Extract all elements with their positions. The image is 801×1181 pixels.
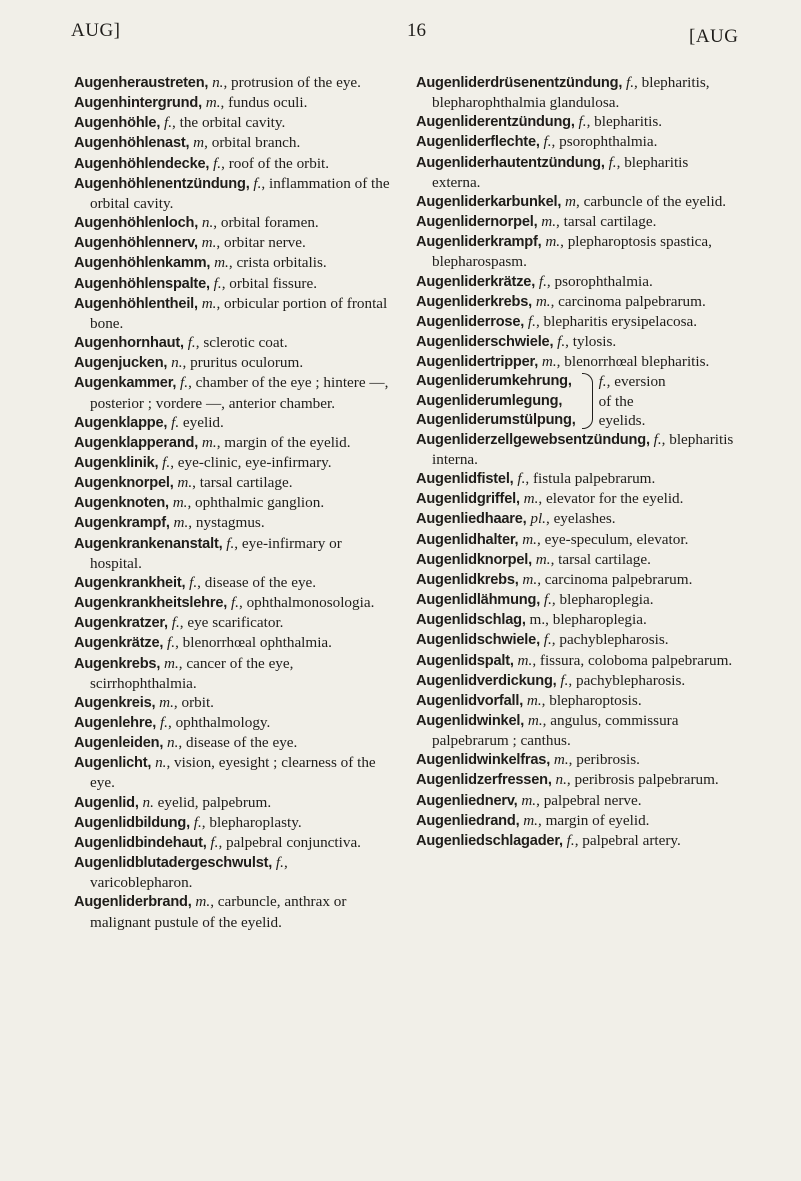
dictionary-entry [74,274,394,294]
definition-text: , blepharoplasty. [201,813,302,831]
definition-text: , ophthalmonosologia. [238,594,375,612]
headword: Augenlidschwiele, [416,632,540,649]
dictionary-entry [416,192,734,212]
dictionary-entry [416,509,734,529]
page-number: 16 [407,20,426,41]
dictionary-entry [416,750,734,770]
headword: Augenliderrose, [416,313,525,330]
dictionary-entry [416,570,734,590]
gender-label: m. [195,893,211,911]
definition-text: , psorophthalmia. [546,272,653,290]
dictionary-entry [74,733,394,753]
dictionary-entry [416,831,734,851]
headword: Augenliedschlagader, [416,832,563,849]
definition-text: , disease of the eye. [178,734,298,752]
dictionary-entry [74,534,394,573]
definition-text: , palpebral conjunctiva. [218,833,361,851]
brace-terms [416,372,576,429]
headword: Augenknoten, [74,495,169,512]
headword: Augenklapperand, [74,434,199,451]
gender-label: f. [213,154,222,172]
gender-label: n. [212,74,224,91]
dictionary-entry [74,73,394,93]
gender-label: m. [535,292,551,310]
dictionary-entry [74,853,394,892]
gender-label: m. [164,654,179,672]
definition-text: , cancer of the eye, scirrhophthalmia. [90,654,294,692]
dictionary-entry [74,833,394,853]
brace-definition [597,372,734,429]
headword: Augenlidbildung, [74,814,190,831]
definition-text: , orbicular portion of frontal bone. [90,294,388,332]
gender-label: f. [543,631,552,649]
gender-label: m. [523,490,539,508]
gender-label: m. [553,751,569,769]
dictionary-entry [74,693,394,713]
dictionary-entry [416,292,734,312]
gender-label: f. [187,334,196,352]
gender-label: f. [159,714,168,731]
dictionary-entry [416,212,734,232]
definition-text: , orbital fissure. [221,274,318,292]
gender-label: m. [159,693,174,711]
dictionary-entry [74,294,394,333]
gender-label: f. [557,333,566,351]
right-column-entries-top [416,73,734,372]
gender-label: f. [275,854,284,872]
dictionary-entry [416,770,734,790]
headword: Augenhöhlendecke, [74,155,210,172]
gender-label: f. [543,133,552,151]
gender-label: f. [253,174,262,192]
headword: Augenhöhlennerv, [74,235,198,252]
gender-label: m. [205,94,221,112]
gender-label: m [565,192,576,210]
headword: Augenlidhalter, [416,531,519,548]
gender-label: n. [171,354,183,372]
dictionary-entry [74,654,394,693]
definition-text: , peribrosis. [568,751,640,769]
definition-text: , chamber of the eye ; hintere —, posterior ; vordere —, anterior chamber. [90,374,389,412]
definition-text: , orbital branch. [204,134,301,152]
dictionary-entry [416,73,734,112]
gender-label: f. [171,413,180,431]
headword: Augenhöhlentheil, [74,295,198,312]
headword: Augenlidernorpel, [416,214,538,231]
gender-label: m. [201,234,217,252]
definition-text: , blenorrhœal ophthalmia. [175,634,332,652]
headword: Augenkammer, [74,375,177,392]
headword: Augenlidknorpel, [416,551,532,568]
dictionary-entry [74,892,394,931]
gender-label: m [193,134,205,152]
dictionary-entry [74,213,394,233]
definition-text: , carcinoma palpebrarum. [550,292,706,310]
dictionary-entry [416,332,734,352]
definition-text: , vision, eyesight ; clearness of the eye. [90,754,376,792]
dictionary-entry [416,590,734,610]
definition-text: , eye-clinic, eye-infirmary. [170,453,332,471]
dictionary-entry [416,610,734,630]
headword: Augenliderentzündung, [416,114,575,131]
gender-label: m. [527,712,543,729]
dictionary-entry [74,154,394,174]
gender-label: m. [522,530,537,548]
headword: Augenliderkrätze, [416,273,536,290]
gender-label: m. [541,213,557,231]
gender-label: m. [517,651,533,669]
dictionary-entry [416,691,734,711]
gender-label: f. [171,614,180,632]
definition-text: , blepharitis interna. [432,430,734,468]
dictionary-entry [416,550,734,570]
dictionary-entry [74,753,394,792]
gender-label: n. [555,771,567,789]
dictionary-entry [74,113,394,133]
gender-label: f. [578,113,587,131]
headword: Augenliderflechte, [416,134,540,151]
gender-label: f. [163,114,172,132]
headword: Augenlidfistel, [416,471,514,488]
definition-text: , blenorrhœal blepharitis. [556,353,710,371]
brace-entry-group [416,372,734,429]
gender-label: f. [213,274,222,292]
definition-text: , disease of the eye. [197,573,317,591]
definition-text: , fundus oculi. [220,94,308,112]
definition-text: , eye-speculum, elevator. [536,530,689,548]
definition-text: , orbitar nerve. [216,234,306,252]
dictionary-entry [416,312,734,332]
dictionary-entry [416,132,734,152]
headword: Augenklappe, [74,414,168,431]
headword: Augenjucken, [74,355,168,372]
dictionary-entry [74,473,394,493]
dictionary-entry [74,174,394,213]
definition-text: , inflammation of the orbital cavity. [90,174,390,212]
header-right-guide-word: [AUG [689,26,739,47]
right-column-entries-bottom [416,430,734,851]
definition-text: , eversion [606,373,666,391]
curly-brace-icon [582,373,593,428]
definition-text: , pachyblepharosis. [568,671,686,689]
gender-label: f. [566,831,575,849]
dictionary-entry [416,112,734,132]
headword: Augenliedhaare, [416,511,527,528]
brace-def-line: eyelids. [598,411,646,429]
gender-label: m. [172,494,188,512]
headword: Augenliderumlegung, [416,392,563,409]
headword: Augenliedrand, [416,812,520,829]
headword: Augenhöhlenkamm, [74,255,211,272]
gender-label: m. [541,353,557,371]
headword: Augenheraustreten, [74,75,209,91]
headword: Augenkrankheitslehre, [74,595,228,612]
headword: Augenlidgriffel, [416,491,520,508]
dictionary-entry [74,433,394,453]
definition-text: , tylosis. [565,333,617,351]
dictionary-entry [74,333,394,353]
headword: Augenlehre, [74,715,157,731]
gender-label: m. [523,811,538,829]
definition-text: , fissura, coloboma palpebrarum. [532,651,733,669]
left-column [74,73,394,932]
definition-text: , ophthalmology. [167,714,271,731]
definition-text: , margin of the eyelid. [216,433,351,451]
headword: Augenkratzer, [74,615,168,632]
definition-text: , carbuncle, anthrax or malignant pustule of the eyelid. [90,893,347,931]
headword: Augenlicht, [74,755,152,772]
gender-label: m. [545,233,561,251]
definition-text: , tarsal cartilage. [556,213,657,231]
gender-label: m. [214,254,229,272]
gender-label: f. [527,312,536,330]
gender-label: n. [142,793,154,811]
headword: Augenkrampf, [74,515,170,532]
definition-text: , orbit. [173,693,214,711]
definition-text: , blepharitis externa. [432,153,689,191]
gender-label: f. [193,813,202,831]
headword: Augenliednerv, [416,792,518,809]
gender-label: pl. [530,510,546,528]
gender-label: m. [535,550,551,568]
gender-label: f. [210,833,219,851]
gender-label: m. [201,294,217,312]
definition-text: , varicoblepharon. [90,854,288,892]
dictionary-entry [416,232,734,271]
dictionary-entry [416,711,734,750]
definition-text: , crista orbitalis. [228,254,327,272]
headword: Augenlidwinkelfras, [416,752,551,769]
gender-label: f. [538,272,547,290]
definition-text: , pruritus oculorum. [182,354,304,372]
headword: Augenlidertripper, [416,354,539,371]
dictionary-entry [416,352,734,372]
dictionary-entry [74,593,394,613]
dictionary-entry [74,253,394,273]
dictionary-entry [74,813,394,833]
headword: Augenlidwinkel, [416,713,525,729]
dictionary-entry [74,633,394,653]
gender-label: m. [201,433,217,451]
dictionary-entry [74,353,394,373]
dictionary-entry [74,713,394,733]
headword: Augenkrankenanstalt, [74,535,223,552]
gender-label: f. [598,373,607,391]
definition-text: , ophthalmic ganglion. [187,494,325,512]
definition-text: , tarsal cartilage. [550,550,651,568]
dictionary-entry [74,133,394,153]
definition-text: , blepharitis. [586,113,663,131]
dictionary-entry [416,469,734,489]
definition-text: , pachyblepharosis. [551,631,669,649]
definition-text: eyelid. [179,413,224,431]
headword: Augenlidlähmung, [416,592,541,609]
headword: Augenhornhaut, [74,335,184,352]
gender-label: f. [167,634,176,652]
dictionary-entry [74,413,394,433]
definition-text: , peribrosis palpebrarum. [566,771,719,789]
headword: Augenliderkarbunkel, [416,193,562,210]
gender-label: m. [521,791,537,809]
headword: Augenlidverdickung, [416,672,557,689]
brace-def-line: of the [598,392,634,410]
gender-label: f. [626,74,635,91]
headword: Augenliderdrüsenentzündung, [416,75,623,91]
headword: Augenkreis, [74,694,156,711]
headword: Augenlid, [74,794,139,811]
definition-text: , eyelashes. [545,510,616,528]
gender-label: m. [526,691,542,709]
gender-label: f. [608,153,617,171]
gender-label: f. [653,430,662,448]
dictionary-entry [74,793,394,813]
dictionary-entry [74,493,394,513]
headword: Augenliderkrebs, [416,293,533,310]
headword: Augenknorpel, [74,475,174,492]
headword: Augenhöhlenloch, [74,215,199,232]
gender-label: m. [173,514,189,532]
dictionary-entry [416,430,734,469]
definition-text: , palpebral nerve. [536,791,642,809]
definition-text: , elevator for the eyelid. [538,490,684,508]
definition-text: , protrusion of the eye. [223,74,361,91]
definition-text: eyelid, palpebrum. [153,793,272,811]
dictionary-entry [416,530,734,550]
definition-text: , margin of eyelid. [537,811,650,829]
definition-text: , blepharitis erysipelacosa. [535,312,698,330]
headword: Augenhöhlenspalte, [74,275,210,292]
definition-text: , carcinoma palpebrarum. [537,570,693,588]
gender-label: f. [560,671,569,689]
headword: Augenliderzellgewebsentzündung, [416,431,650,448]
dictionary-entry [416,153,734,192]
gender-label: f. [230,594,239,612]
gender-label: n. [201,214,214,232]
gender-label: m. [177,474,193,492]
headword: Augenlidblutadergeschwulst, [74,855,273,872]
headword: Augenkrebs, [74,655,161,672]
dictionary-entry [74,233,394,253]
dictionary-entry [74,453,394,473]
definition-text: , sclerotic coat. [195,334,288,352]
gender-label: n. [167,734,179,752]
headword: Augenliderkrampf, [416,234,542,251]
dictionary-entry [416,272,734,292]
definition-text: , eye-infirmary or hospital. [90,534,342,572]
headword: Augenhöhlenentzündung, [74,175,250,192]
dictionary-entry [74,513,394,533]
headword: Augenliderhautentzündung, [416,154,605,171]
dictionary-entry [416,671,734,691]
definition-text: , angulus, commissura palpebrarum ; canthus. [432,712,679,750]
definition-text: , carbuncle of the eyelid. [575,192,727,210]
definition-text: , the orbital cavity. [172,114,286,132]
headword: Augenlidvorfall, [416,692,524,709]
headword: Augenliderumstülpung, [416,411,576,428]
headword: Augenhöhle, [74,115,161,132]
definition-text: , eye scarificator. [179,614,284,632]
headword: Augenliderbrand, [74,894,192,911]
headword: Augenkrankheit, [74,574,186,591]
definition-text: , blepharitis, blepharophthalmia glandulosa. [432,74,710,112]
dictionary-entry [416,630,734,650]
gender-label: f. [543,591,552,609]
dictionary-entry [416,791,734,811]
definition-text: m., blepharoplegia. [529,611,647,629]
headword: Augenlidzerfressen, [416,772,552,789]
headword: Augenliderumkehrung, [416,373,572,390]
definition-text: , fistula palpebrarum. [525,470,656,488]
definition-text: , blepharoptosis. [541,691,642,709]
definition-text: , orbital foramen. [213,214,319,232]
dictionary-entry [416,489,734,509]
headword: Augenlidschlag, [416,612,526,629]
headword: Augenliderschwiele, [416,334,554,351]
headword: Augenleiden, [74,735,164,752]
gender-label: f. [180,374,189,392]
headword: Augenkrätze, [74,635,164,652]
dictionary-entry [74,373,394,412]
headword: Augenlidspalt, [416,652,514,669]
definition-text: , psorophthalmia. [551,133,658,151]
definition-text: , tarsal cartilage. [192,474,293,492]
headword: Augenlidbindehaut, [74,834,207,851]
gender-label: f. [162,453,171,471]
headword: Augenhintergrund, [74,95,202,112]
headword: Augenlidkrebs, [416,571,519,588]
headword: Augenhöhlenast, [74,135,190,152]
dictionary-entry [74,573,394,593]
definition-text: , roof of the orbit. [221,154,330,172]
brace-def-line [599,372,734,391]
gender-label: f. [517,470,526,488]
gender-label: m. [522,570,538,588]
definition-text: , palpebral artery. [574,831,681,849]
dictionary-entry [416,651,734,671]
header-left-guide-word: AUG] [71,20,121,41]
headword: Augenklinik, [74,454,159,471]
gender-label: f. [189,573,198,591]
definition-text: , plepharoptosis spastica, blepharospasm. [432,233,712,271]
gender-label: n. [155,754,167,772]
definition-text: , blepharoplegia. [551,591,654,609]
dictionary-entry [74,93,394,113]
right-column [416,73,734,851]
dictionary-entry [74,613,394,633]
page-header [0,20,801,50]
gender-label: f. [226,534,235,552]
dictionary-entry [416,811,734,831]
definition-text: , nystagmus. [188,514,265,532]
